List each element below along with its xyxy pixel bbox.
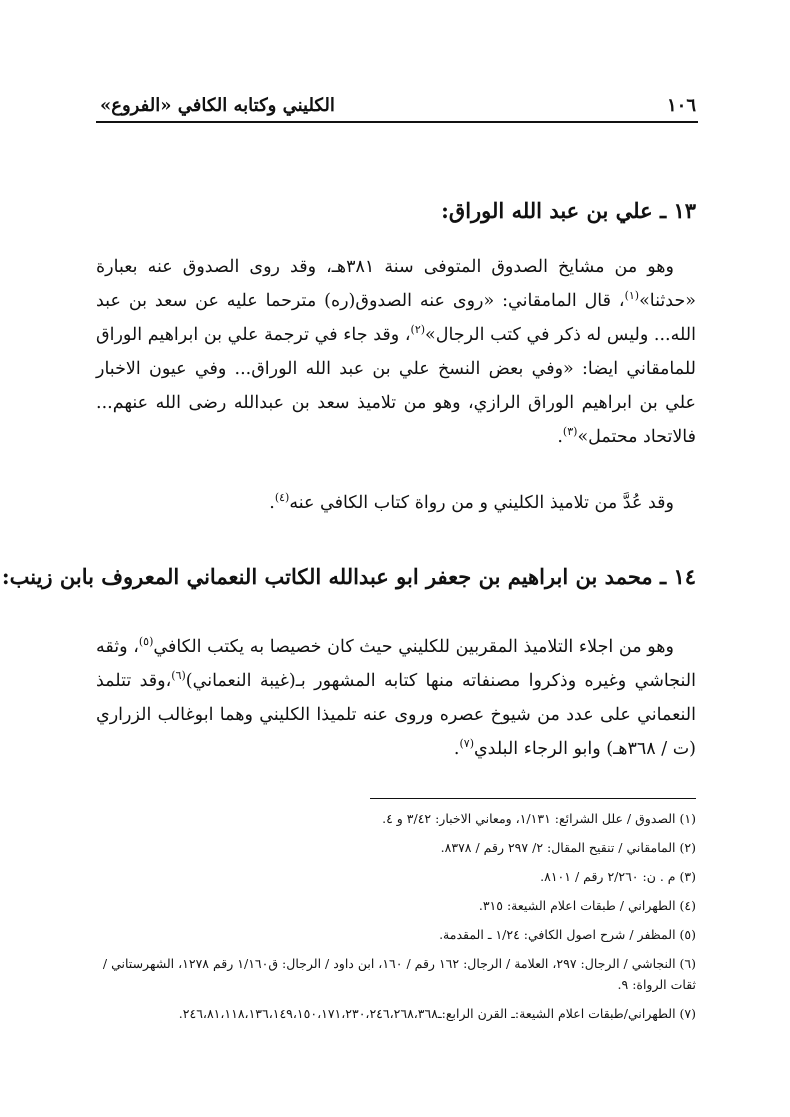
footnote-item: (٢) المامقاني / تنقيح المقال: ٢/ ٢٩٧ رقم / ٨٣٧٨. <box>440 840 696 855</box>
section-13-paragraph-2 <box>96 486 696 520</box>
footnote-ref[interactable]: (١) <box>624 289 640 303</box>
section-13-paragraph <box>96 250 696 454</box>
footnote-item: (٤) الطهراني / طبقات اعلام الشيعة: ٣١٥. <box>478 898 696 913</box>
footnote-item: (١) الصدوق / علل الشرائع: ١/١٣١، ومعاني الاخبار: ٣/٤٢ و ٤. <box>382 811 696 826</box>
paragraph-text: وهو من مشايخ الصدوق المتوفى سنة ٣٨١هـ، وقد روى الصدوق عنه بعبارة «حدثنا» <box>96 257 696 311</box>
footnote-ref[interactable]: (٦) <box>171 669 186 683</box>
paragraph-text: . <box>269 493 275 513</box>
section-heading-13: ١٣ ـ علي بن عبد الله الوراق: <box>441 198 696 223</box>
footnote-item: (٧) الطهراني/طبقات اعلام الشيعة:ـ القرن الرابع:ـ٢٤٦،٨١،١١٨،١٣٦،١٤٩،١٥٠،١٧١،٢٣٠،٢٤٦،٢٦٨،٣٦٨. <box>178 1006 696 1021</box>
running-head <box>100 92 696 118</box>
footnote-rule <box>370 798 696 799</box>
paragraph-text: وقد عُدَّ من تلاميذ الكليني و من رواة كتاب الكافي عنه <box>289 493 674 513</box>
footnotes-list <box>96 808 696 1032</box>
footnote-ref[interactable]: (٤) <box>274 491 290 505</box>
section-14-paragraph <box>96 630 696 766</box>
paragraph-text: ، وثقه النجاشي وغيره وذكروا مصنفاته منها كتابه المشهور بـ(غيبة النعماني) <box>96 637 696 691</box>
footnote-ref[interactable]: (٥) <box>138 635 154 649</box>
header-rule <box>96 121 698 123</box>
page-number: ١٠٦ <box>666 94 696 116</box>
footnote-item: (٦) النجاشي / الرجال: ٢٩٧، العلامة / الرجال: ١٦٢ رقم / ١٦٠، ابن داود / الرجال: ق١/١٦٠ رقم ١٢٧٨، الشهرستاني / ثقات الرواة: ٩. <box>102 956 696 992</box>
running-title: الكليني وكتابه الكافي «الفروع» <box>100 94 335 116</box>
section-heading-14: ١٤ ـ محمد بن ابراهيم بن جعفر ابو عبدالله الكاتب النعماني المعروف بابن زينب: <box>1 564 696 589</box>
paragraph-text: ،وقد تتلمذ النعماني على عدد من شيوخ عصره وروى عنه تلميذا الكليني وهما ابوغالب الزراري (ت / ٣٦٨هـ) وابو الرجاء البلدي <box>96 671 696 759</box>
footnote-ref[interactable]: (٢) <box>410 323 426 337</box>
footnote-ref[interactable]: (٧) <box>459 737 474 751</box>
paragraph-text: ، قال المامقاني: «روى عنه الصدوق(ره) مترحما عليه عن سعد بن عبد الله... وليس له ذكر في كتب الرجال» <box>96 291 696 345</box>
paragraph-text: . <box>557 427 563 447</box>
paragraph-text: ، وقد جاء في ترجمة علي بن ابراهيم الوراق للمامقاني ايضا: «وفي بعض النسخ علي بن عبد الله الوراق... وفي عيون الاخبار علي بن ابراهيم الوراق الرازي، وهو من تلاميذ سعد بن عبدالله رضى الله عنهم... فالاتحاد محتمل» <box>96 325 696 447</box>
footnote-ref[interactable]: (٣) <box>562 425 578 439</box>
footnote-item: (٣) م . ن: ٢/٢٦٠ رقم / ٨١٠١. <box>540 869 696 884</box>
footnote-item: (٥) المظفر / شرح اصول الكافي: ١/٢٤ ـ المقدمة. <box>439 927 696 942</box>
paragraph-text: . <box>453 739 460 759</box>
paragraph-text: وهو من اجلاء التلاميذ المقربين للكليني حيث كان خصيصا به يكتب الكافي <box>153 637 674 657</box>
